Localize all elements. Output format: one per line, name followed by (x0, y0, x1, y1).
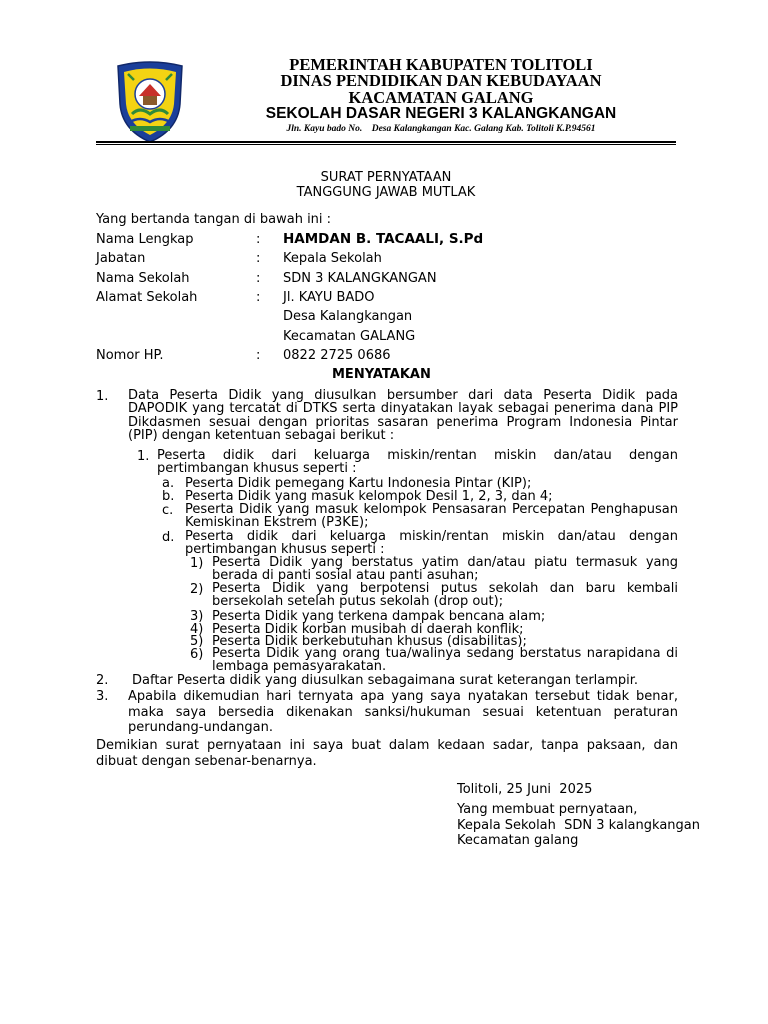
intro-text: Yang bertanda tangan di bawah ini : (96, 212, 332, 227)
colon: : (256, 251, 261, 266)
point-3-text: Apabila dikemudian hari ternyata apa yang saya nyatakan tersebut tidak benar, maka saya bersedia dikenakan sanksi/hukuman sesuai ketentuan peraturan perundang-undangan. (128, 689, 678, 735)
item-letter: c. (162, 503, 174, 518)
item-d-text: Peserta didik dari keluarga miskin/rentan miskin dan/atau dengan pertimbangan khusus seperti : (185, 529, 678, 558)
letterhead-district: KACAMATAN GALANG (348, 88, 534, 107)
special-number: 1) (190, 556, 204, 571)
value-nama-sekolah: SDN 3 KALANGKANGAN (283, 271, 437, 286)
regional-crest-logo (112, 60, 188, 144)
special-3-text: Peserta Didik yang terkena dampak bencana alam; (212, 609, 546, 624)
value-alamat-desa: Desa Kalangkangan (283, 309, 413, 324)
letterhead-address: Jln. Kayu bado No. Desa Kalangkangan Kac. Galang Kab. Tolitoli K.P.94561 (286, 124, 596, 134)
value-alamat-kecamatan: Kecamatan GALANG (283, 329, 416, 344)
label-nama-sekolah: Nama Sekolah (96, 271, 190, 286)
closing-paragraph: Demikian surat pernyataan ini saya buat dalam kedaan sadar, tanpa paksaan, dan dibuat dengan sebenar-benarnya. (96, 738, 678, 769)
letterhead-school-name: SEKOLAH DASAR NEGERI 3 KALANGKANGAN (265, 105, 617, 122)
letterhead-divider-thin (96, 144, 676, 145)
signature-line-2: Kepala Sekolah SDN 3 kalangkangan (457, 818, 700, 833)
signature-line-1: Yang membuat pernyataan, (457, 802, 638, 817)
item-c-text: Peserta Didik yang masuk kelompok Pensasaran Percepatan Penghapusan Kemiskinan Ekstrem (P3KE); (185, 502, 678, 531)
label-nomor-hp: Nomor HP. (96, 348, 164, 363)
label-nama-lengkap: Nama Lengkap (96, 232, 194, 247)
special-5-text: Peserta Didik berkebutuhan khusus (disabilitas); (212, 634, 527, 649)
label-jabatan: Jabatan (96, 251, 146, 266)
special-number: 5) (190, 634, 204, 649)
item-letter: a. (162, 476, 175, 491)
point-number: 1. (96, 389, 109, 404)
signature-line-3: Kecamatan galang (457, 833, 579, 848)
document-title: SURAT PERNYATAAN (320, 170, 452, 185)
document-subtitle: TANGGUNG JAWAB MUTLAK (296, 185, 476, 200)
item-letter: d. (162, 530, 175, 545)
special-number: 3) (190, 609, 204, 624)
value-nama-lengkap: HAMDAN B. TACAALI, S.Pd (283, 231, 484, 247)
special-4-text: Peserta Didik korban musibah di daerah konflik; (212, 622, 524, 637)
letterhead-divider-thick (96, 141, 676, 143)
point-number: 3. (96, 689, 109, 704)
item-a-text: Peserta Didik pemegang Kartu Indonesia Pintar (KIP); (185, 476, 532, 491)
colon: : (256, 290, 261, 305)
special-1-text: Peserta Didik yang berstatus yatim dan/atau piatu termasuk yang berada di panti sosial atau panti asuhan; (212, 555, 678, 584)
sub-point-1-text: Peserta didik dari keluarga miskin/rentan miskin dan/atau dengan pertimbangan khusus seperti : (157, 448, 678, 477)
item-letter: b. (162, 489, 175, 504)
item-b-text: Peserta Didik yang masuk kelompok Desil 1, 2, 3, dan 4; (185, 489, 553, 504)
place-date: Tolitoli, 25 Juni 2025 (457, 782, 593, 797)
special-number: 2) (190, 582, 204, 597)
label-alamat-sekolah: Alamat Sekolah (96, 290, 198, 305)
point-number: 2. (96, 673, 109, 688)
colon: : (256, 348, 261, 363)
colon: : (256, 271, 261, 286)
point-1-text: Data Peserta Didik yang diusulkan bersumber dari data Peserta Didik pada DAPODIK yang tercatat di DTKS serta dinyatakan layak sebagai penerima dana PIP Dikdasmen sesuai dengan prioritas sasaran penerima Program Indonesia Pintar (PIP) dengan ketentuan sebagai berikut : (128, 388, 678, 444)
letterhead-department: DINAS PENDIDIKAN DAN KEBUDAYAAN (280, 71, 602, 90)
special-6-text: Peserta Didik yang orang tua/walinya sedang berstatus narapidana di lembaga pemasyarakatan. (212, 646, 678, 675)
value-jabatan: Kepala Sekolah (283, 251, 382, 266)
value-alamat-sekolah: Jl. KAYU BADO (283, 290, 375, 305)
colon: : (256, 232, 261, 247)
point-2-text: Daftar Peserta didik yang diusulkan sebagaimana surat keterangan terlampir. (132, 673, 639, 688)
special-number: 4) (190, 622, 204, 637)
special-number: 6) (190, 647, 204, 662)
value-nomor-hp: 0822 2725 0686 (283, 348, 391, 363)
letterhead-government: PEMERINTAH KABUPATEN TOLITOLI (289, 55, 593, 74)
declare-heading: MENYATAKAN (332, 367, 431, 382)
special-2-text: Peserta Didik yang berpotensi putus sekolah dan baru kembali bersekolah setelah putus sekolah (drop out); (212, 581, 678, 610)
sub-point-number: 1. (137, 449, 150, 464)
